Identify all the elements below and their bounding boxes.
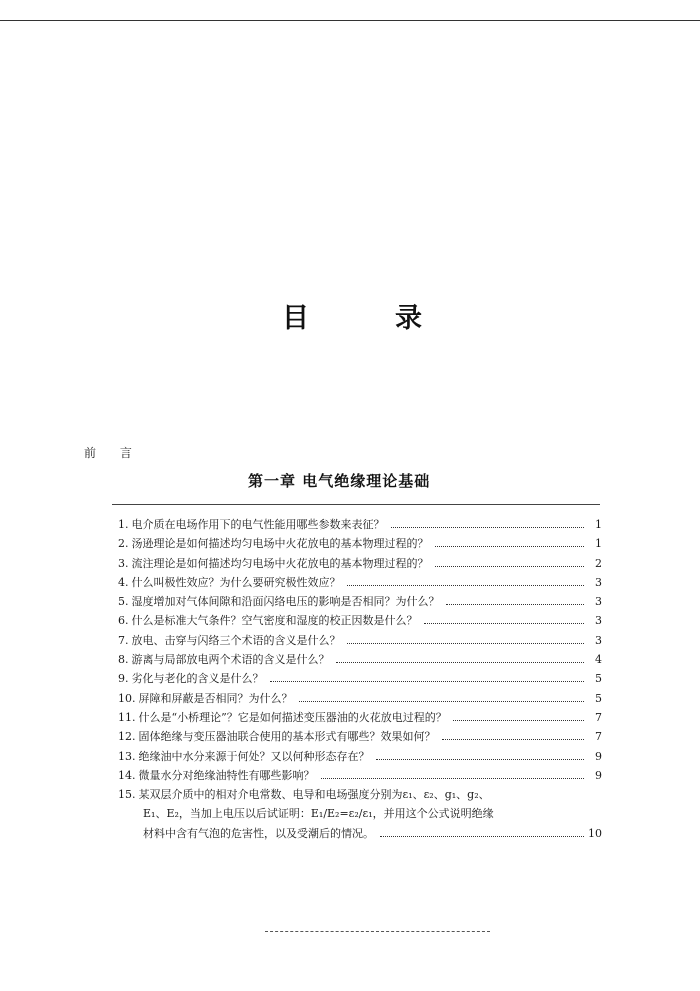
toc-text: 固体绝缘与变压器油联合使用的基本形式有哪些？效果如何？ (138, 730, 436, 744)
toc-text: 什么是标准大气条件？空气密度和湿度的校正因数是什么？ (131, 614, 418, 628)
toc-page-number: 9 (595, 768, 602, 782)
toc-page-number: 3 (595, 575, 602, 589)
dot-leader (380, 836, 584, 837)
dot-leader (435, 546, 585, 547)
toc-line (118, 785, 602, 804)
toc-entry (118, 727, 602, 746)
toc-page-number: 5 (595, 691, 602, 705)
dot-leader (347, 643, 585, 644)
toc-page-number: 10 (588, 826, 602, 840)
toc-number: 9. (118, 672, 129, 686)
toc-entry (118, 573, 602, 592)
toc-number: 12. (118, 730, 136, 744)
dot-leader (376, 759, 585, 760)
toc-text: 劣化与老化的含义是什么？ (131, 672, 264, 686)
toc-page-number: 5 (595, 672, 602, 686)
toc-entry (118, 708, 602, 727)
toc-entry (118, 747, 602, 766)
toc-entry (118, 650, 602, 669)
top-rule (0, 20, 700, 21)
toc-text: 汤逊理论是如何描述均匀电场中火花放电的基本物理过程的？ (131, 537, 429, 551)
dot-leader (391, 527, 585, 528)
dot-leader (435, 566, 585, 567)
toc-text: 某双层介质中的相对介电常数、电导和电场强度分别为ε₁、ε₂、g₁、g₂、 (138, 788, 490, 802)
toc-text: 湿度增加对气体间隙和沿面闪络电压的影响是否相同？为什么？ (131, 595, 440, 609)
toc-line (118, 824, 602, 843)
toc-number: 1. (118, 518, 129, 531)
toc-text: 放电、击穿与闪络三个术语的含义是什么？ (131, 633, 341, 647)
toc-page-number: 1 (595, 518, 602, 531)
preface-entry: 前 言 (84, 446, 142, 460)
chapter-rule (112, 504, 600, 505)
toc-text: 屏障和屏蔽是否相同？为什么？ (138, 691, 293, 705)
bottom-rule (265, 930, 490, 932)
dot-leader (453, 720, 584, 721)
toc-number: 13. (118, 749, 136, 763)
toc-entry (118, 592, 602, 611)
toc-page-number: 7 (595, 710, 602, 724)
toc-number: 3. (118, 556, 129, 570)
toc-number: 8. (118, 653, 129, 667)
dot-leader (446, 604, 585, 605)
toc-page-number: 4 (595, 653, 602, 667)
toc-text: 流注理论是如何描述均匀电场中火花放电的基本物理过程的？ (131, 556, 429, 570)
toc-number: 15. (118, 788, 136, 802)
toc-text: 什么叫极性效应？为什么要研究极性效应？ (131, 575, 341, 589)
toc-text: 材料中含有气泡的危害性，以及受潮后的情况。 (143, 826, 374, 840)
toc-page-number: 9 (595, 749, 602, 763)
toc-number: 5. (118, 595, 129, 609)
toc-text: 什么是“小桥理论”？它是如何描述变压器油的火花放电过程的？ (138, 710, 447, 724)
toc-number: 4. (118, 575, 129, 589)
toc-number: 6. (118, 614, 129, 628)
toc-entry (118, 631, 602, 650)
toc-page-number: 3 (595, 595, 602, 609)
dot-leader (336, 662, 585, 663)
dot-leader (299, 701, 585, 702)
toc-entry (118, 611, 602, 630)
toc-number: 10. (118, 691, 136, 705)
toc-page-number: 3 (595, 614, 602, 628)
title-char-1: 目 (282, 303, 309, 334)
toc-entry (118, 515, 602, 534)
toc-entry-multiline (118, 785, 602, 843)
page-title (282, 296, 422, 335)
toc-number: 7. (118, 633, 129, 647)
toc-page-number: 3 (595, 633, 602, 647)
chapter-title: 第一章 电气绝缘理论基础 (248, 472, 431, 490)
toc-number: 14. (118, 768, 136, 782)
toc-number: 2. (118, 537, 129, 551)
toc-entry (118, 689, 602, 708)
toc-page-number: 1 (595, 537, 602, 551)
toc-text: 电介质在电场作用下的电气性能用哪些参数来表征？ (131, 518, 385, 531)
toc-entry (118, 534, 602, 553)
toc-page-number: 2 (595, 556, 602, 570)
dot-leader (424, 623, 585, 624)
dot-leader (442, 739, 585, 740)
dot-leader (347, 585, 585, 586)
toc-entry (118, 669, 602, 688)
dot-leader (321, 778, 585, 779)
toc-page-number: 7 (595, 730, 602, 744)
toc-number: 11. (118, 710, 136, 724)
toc-text: 游离与局部放电两个术语的含义是什么？ (131, 653, 330, 667)
toc-line (118, 804, 602, 823)
title-char-2: 录 (395, 303, 422, 334)
toc-text: 微量水分对绝缘油特性有哪些影响？ (138, 768, 315, 782)
dot-leader (270, 681, 585, 682)
toc-text: E₁、E₂，当加上电压以后试证明：E₁/E₂=ε₂/ε₁，并用这个公式说明绝缘 (143, 807, 494, 821)
toc-list (118, 515, 602, 843)
toc-text: 绝缘油中水分来源于何处？又以何种形态存在？ (138, 749, 370, 763)
toc-entry (118, 766, 602, 785)
toc-entry (118, 554, 602, 573)
